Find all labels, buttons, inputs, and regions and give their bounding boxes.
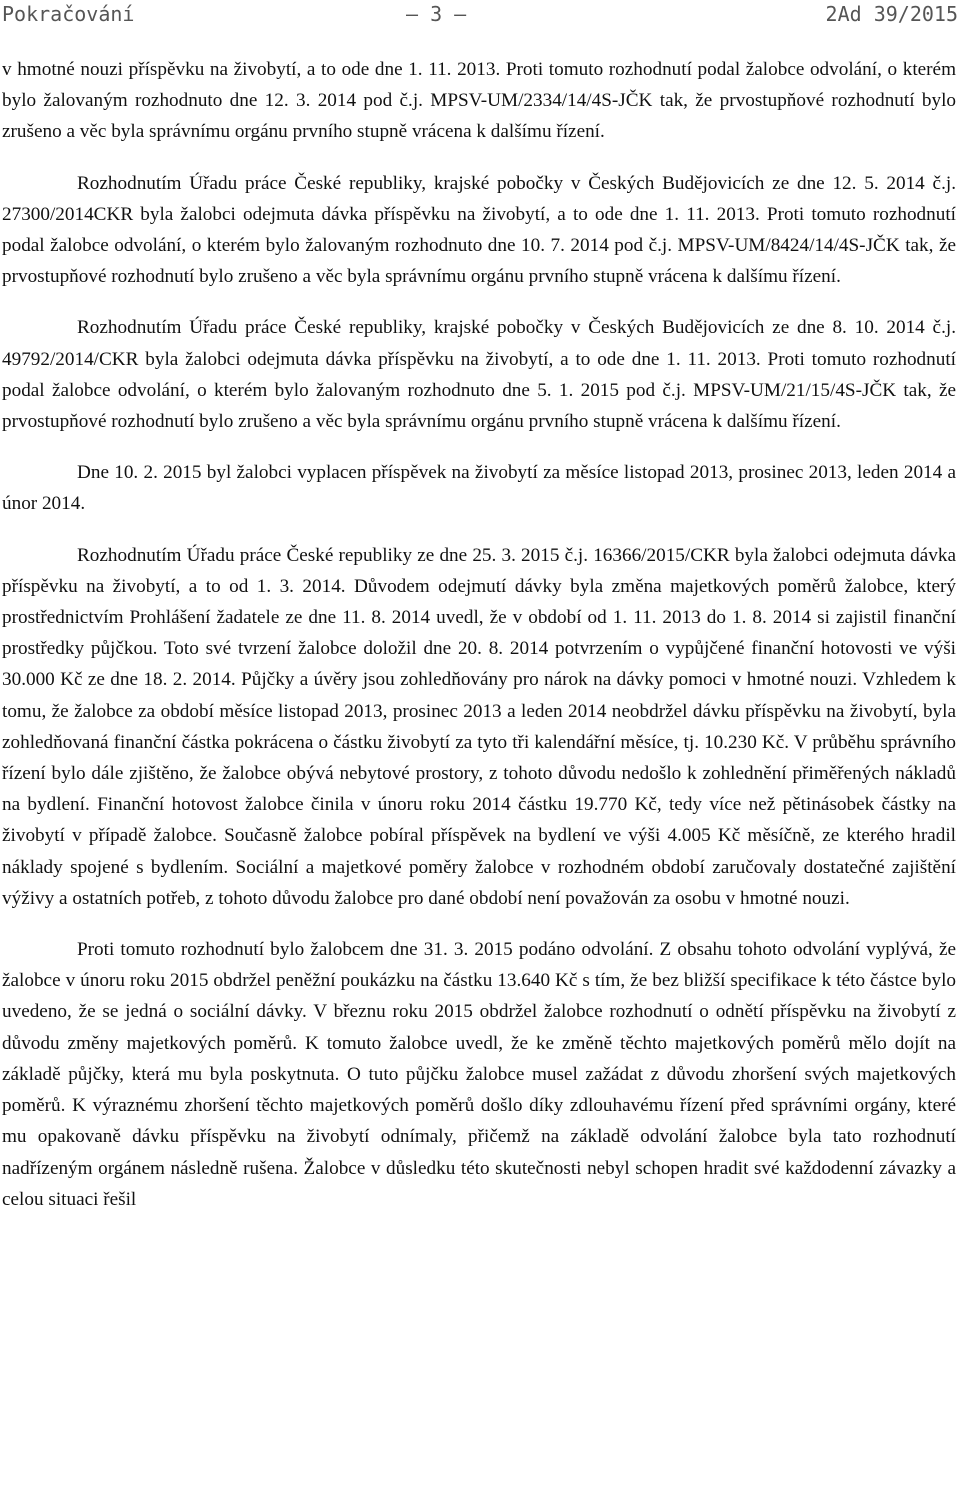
document-body [2, 54, 956, 1235]
page-header [2, 0, 958, 30]
paragraph-4: Dne 10. 2. 2015 byl žalobci vyplacen příspěvek na živobytí za měsíce listopad 2013, prosinec 2013, leden 2014 a únor 2014. [2, 462, 956, 515]
paragraph-3: Rozhodnutím Úřadu práce České republiky, krajské pobočky v Českých Budějovicích ze dne 8. 10. 2014 č.j. 49792/2014/CKR byla žalobci odejmuta dávka příspěvku na živobytí, a to ode dne 1. 11. 2013. Proti tomuto rozhodnutí podal žalobce odvolání, o kterém bylo žalovaným rozhodnuto dne 5. 1. 2015 pod č.j. MPSV-UM/21/15/4S-JČK tak, že prvostupňové rozhodnutí bylo zrušeno a věc byla správnímu orgánu prvního stupně vrácena k dalšímu řízení. [2, 317, 956, 433]
header-continuation-label: Pokračování [2, 2, 135, 26]
paragraph-5: Rozhodnutím Úřadu práce České republiky ze dne 25. 3. 2015 č.j. 16366/2015/CKR byla žalobci odejmuta dávka příspěvku na živobytí, a to od 1. 3. 2014. Důvodem odejmutí dávky byla změna majetkových poměrů žalobce, který prostřednictvím Prohlášení žadatele ze dne 11. 8. 2014 uvedl, že v období od 1. 11. 2013 do 1. 8. 2014 si zajistil finanční prostředky půjčkou. Toto své tvrzení žalobce doložil dne 20. 8. 2014 potvrzením o vypůjčené finanční hotovosti ve výši 30.000 Kč ze dne 18. 2. 2014. Půjčky a úvěry jsou zohledňovány pro nárok na dávky pomoci v hmotné nouzi. Vzhledem k tomu, že žalobce za období měsíce listopad 2013, prosinec 2013 a leden 2014 neobdržel dávku příspěvku na živobytí, byla zohledňovaná finanční částka pokrácena o částku živobytí za tyto tři kalendářní měsíce, tj. 10.230 Kč. V průběhu správního řízení bylo dále zjištěno, že žalobce obývá nebytové prostory, z tohoto důvodu nedošlo k zohlednění přiměřených nákladů na bydlení. Finanční hotovost žalobce činila v únoru roku 2014 částku 19.770 Kč, tedy více než pětinásobek částky na živobytí v případě žalobce. Současně žalobce pobíral příspěvek na bydlení ve výši 4.005 Kč měsíčně, ze kterého hradil náklady spojené s bydlením. Sociální a majetkové poměry žalobce v rozhodném období zaručovaly dostatečné zajištění výživy a ostatních potřeb, z tohoto důvodu žalobce pro dané období není považován za osobu v hmotné nouzi. [2, 544, 956, 909]
header-page-number: – 3 – [406, 2, 467, 26]
header-case-number: 2Ad 39/2015 [825, 2, 958, 26]
paragraph-2: Rozhodnutím Úřadu práce České republiky, krajské pobočky v Českých Budějovicích ze dne 12. 5. 2014 č.j. 27300/2014CKR byla žalobci odejmuta dávka příspěvku na živobytí, a to ode dne 1. 11. 2013. Proti tomuto rozhodnutí podal žalobce odvolání, o kterém bylo žalovaným rozhodnuto dne 10. 7. 2014 pod č.j. MPSV-UM/8424/14/4S-JČK tak, že prvostupňové rozhodnutí bylo zrušeno a věc byla správnímu orgánu prvního stupně vrácena k dalšímu řízení. [2, 172, 956, 288]
paragraph-1: v hmotné nouzi příspěvku na živobytí, a to ode dne 1. 11. 2013. Proti tomuto rozhodnutí podal žalobce odvolání, o kterém bylo žalovaným rozhodnuto dne 12. 3. 2014 pod č.j. MPSV-UM/2334/14/4S-JČK tak, že prvostupňové rozhodnutí bylo zrušeno a věc byla správnímu orgánu prvního stupně vrácena k dalšímu řízení. [2, 59, 956, 143]
paragraph-6: Proti tomuto rozhodnutí bylo žalobcem dne 31. 3. 2015 podáno odvolání. Z obsahu tohoto odvolání vyplývá, že žalobce v únoru roku 2015 obdržel peněžní poukázku na částku 13.640 Kč s tím, že bez bližší specifikace k této částce bylo uvedeno, že se jedná o sociální dávky. V březnu roku 2015 obdržel žalobce rozhodnutí o odnětí příspěvku na živobytí z důvodu změny majetkových poměrů. K tomuto žalobce uvedl, že ke změně těchto majetkových poměrů mělo dojít na základě půjčky, která mu byla poskytnuta. O tuto půjčku žalobce musel zažádat z důvodu zhoršení svých majetkových poměrů. K výraznému zhoršení těchto majetkových poměrů došlo díky zdlouhavému řízení před správními orgány, které mu opakovaně dávku příspěvku na živobytí odnímaly, přičemž na základě odvolání žalobce byla tato rozhodnutí nadřízeným orgánem následně rušena. Žalobce v důsledku této skutečnosti nebyl schopen hradit své každodenní závazky a celou situaci řešil [2, 939, 956, 1210]
